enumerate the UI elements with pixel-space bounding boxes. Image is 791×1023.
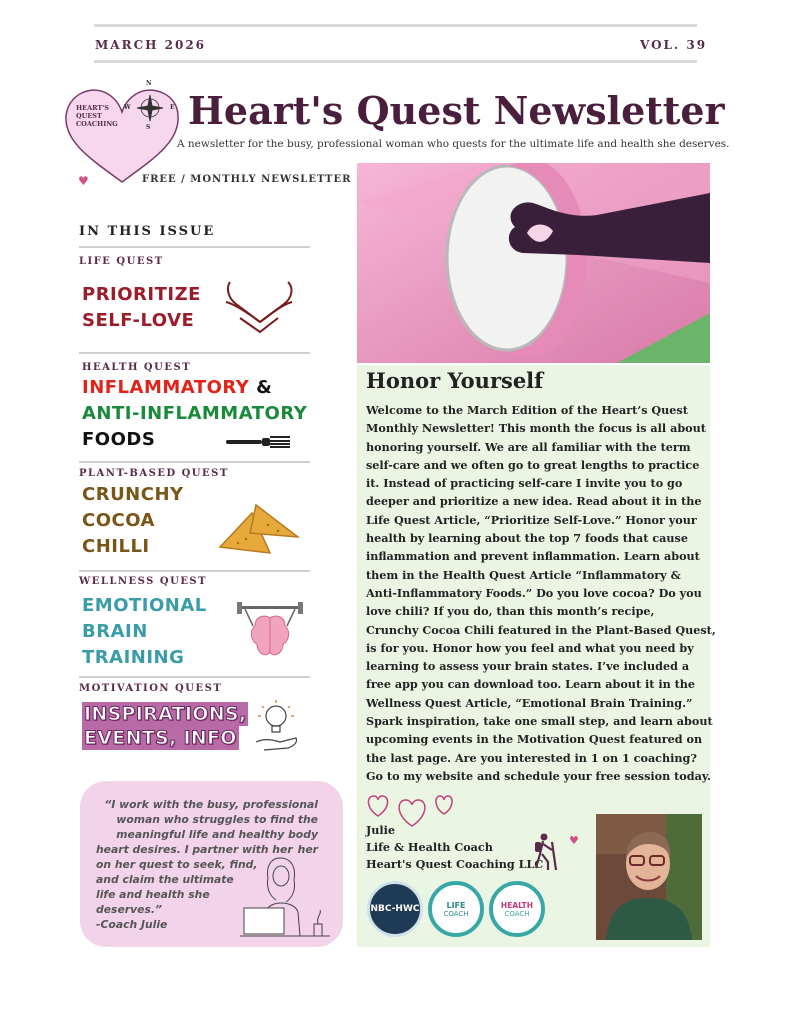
- plant-based-quest-title[interactable]: CRUNCHY COCOA CHILLI: [82, 484, 184, 557]
- life-quest-title[interactable]: PRIORITIZE SELF-LOVE: [82, 284, 201, 331]
- tagline: A newsletter for the busy, professional woman who quests for the ultimate life and health she deserves.: [177, 138, 730, 150]
- wellness-quest-title[interactable]: EMOTIONAL BRAIN TRAINING: [82, 595, 207, 668]
- newsletter-subtitle: FREE / MONTHLY NEWSLETTER: [142, 174, 352, 185]
- crossed-arms-icon: [220, 278, 298, 340]
- newsletter-title: Heart's Quest Newsletter: [188, 88, 725, 133]
- small-heart-icon: ♥: [569, 834, 579, 847]
- section-rule: [79, 570, 310, 572]
- fork-icon: [226, 434, 290, 453]
- article-body: Welcome to the March Edition of the Heart’s Quest Monthly Newsletter! This month the focus is all about honoring yourself. We are all familiar with the term self-care and we often go to great lengths to practice it. Instead of practicing self-care I invite you to go deeper and prioritize a new idea. Read about it in the Life Quest Article, “Prioritize Self-Love.” Honor your health by learning about the top 7 foods that cause inflammation and prevent inflammation. Learn about them in the Health Quest Article “Inflammatory & Anti-Inflammatory Foods.” Do you love cocoa? Do you love chili? If you do, than this month’s recipe, Crunchy Cocoa Chili featured in the Plant-Based Quest, is for you. Honor how you feel and what you need by learning to assess your brain states. I’ve included a free app you can download too. Learn about it in the Wellness Quest Article, “Emotional Brain Training.” Spark inspiration, take one small step, and learn about upcoming events in the Motivation Quest featured on the last page. Are you interested in 1 on 1 coaching? Go to my website and schedule your free session today.: [366, 403, 716, 783]
- lightbulb-hand-icon: [254, 698, 300, 758]
- section-rule: [79, 461, 310, 463]
- brain-dumbbell-icon: [235, 602, 305, 670]
- category-life-quest: LIFE QUEST: [79, 256, 164, 267]
- section-rule: [79, 246, 310, 248]
- logo: [62, 80, 182, 188]
- article-title: Honor Yourself: [366, 368, 544, 393]
- compass-n: N: [146, 80, 152, 87]
- tortilla-chips-icon: [216, 503, 300, 561]
- volume-number: VOL. 39: [640, 38, 708, 52]
- category-wellness-quest: WELLNESS QUEST: [79, 576, 208, 587]
- masthead-rule: [94, 60, 697, 63]
- compass-w: W: [124, 104, 131, 111]
- health-coach-badge: HEALTH COACH: [489, 881, 545, 937]
- signature: Julie Life & Health Coach Heart's Quest Coaching LLC: [366, 823, 544, 871]
- woman-laptop-illustration: [236, 852, 336, 946]
- coach-quote: “I work with the busy, professional woman who struggles to find the meaningful life and healthy body her: [104, 798, 318, 856]
- coach-photo: [596, 814, 702, 940]
- coach-quote-continued: heart desires. I partner with her on her quest to seek, find, and claim the ultimate life and health she deserves.” -Coach Julie: [96, 843, 293, 931]
- section-rule: [79, 352, 310, 354]
- life-coach-badge: LIFE COACH: [428, 881, 484, 937]
- category-health-quest: HEALTH QUEST: [82, 362, 192, 373]
- logo-text: HEART'S QUEST COACHING: [76, 104, 118, 128]
- motivation-quest-title[interactable]: INSPIRATIONS, EVENTS, INFO: [84, 703, 247, 749]
- nbc-hwc-badge: NBC-HWC: [367, 881, 423, 937]
- issue-date: MARCH 2026: [95, 38, 207, 52]
- category-motivation-quest: MOTIVATION QUEST: [79, 683, 223, 694]
- heart-hands-image: [357, 163, 710, 363]
- category-plant-based-quest: PLANT-BASED QUEST: [79, 468, 229, 479]
- issue-heading: IN THIS ISSUE: [79, 224, 216, 239]
- compass-s: S: [146, 124, 151, 131]
- compass-e: E: [170, 104, 175, 111]
- top-rule: [94, 24, 697, 27]
- small-heart-icon: ♥: [78, 174, 89, 188]
- section-rule: [79, 676, 310, 678]
- hiker-icon: [532, 832, 560, 876]
- health-quest-title[interactable]: INFLAMMATORY & ANTI-INFLAMMATORY FOODS: [82, 377, 308, 450]
